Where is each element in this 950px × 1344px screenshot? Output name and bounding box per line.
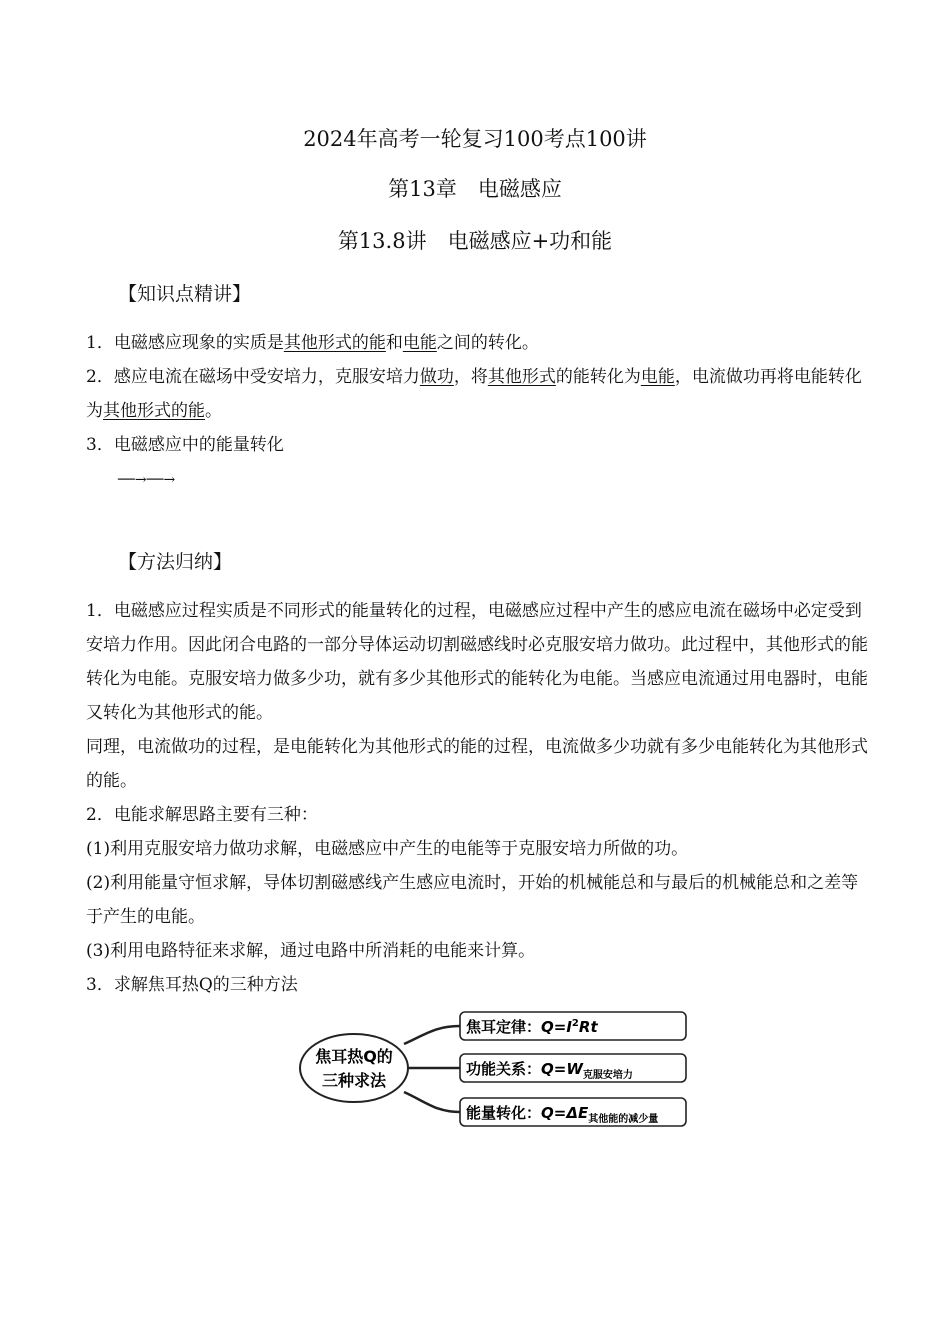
text-span: 。 <box>205 401 222 421</box>
underlined-term: 其他形式的能 <box>103 401 205 421</box>
method-heading: 【方法归纳】 <box>118 551 233 573</box>
center-label-line1: 焦耳热Q的 <box>315 1047 393 1066</box>
box1-text: 焦耳定律：$Q=I^2Rt$ <box>466 1018 598 1036</box>
method-paragraph-2: 同理，电流做功的过程，是电能转化为其他形式的能的过程，电流做多少功就有多少电能转化为其他形式的能。 <box>86 737 868 791</box>
method-item-2: (2)利用能量守恒求解，导体切割磁感线产生感应电流时，开始的机械能总和与最后的机械能总和之差等于产生的电能。 <box>86 873 859 927</box>
connector-bottom <box>404 1092 460 1112</box>
underlined-term: 其他形式 <box>487 367 556 387</box>
box2-text: 功能关系：$Q=W_{克服安培力}$ <box>466 1060 633 1081</box>
underlined-term: 其他形式的能 <box>283 333 386 353</box>
center-ellipse <box>300 1034 408 1102</box>
connector-top <box>404 1026 460 1044</box>
method-point-3: 3．求解焦耳热Q的三种方法 <box>86 975 298 995</box>
knowledge-point-1 <box>86 326 870 360</box>
joule-heat-methods-diagram <box>296 1006 696 1134</box>
method-point-2: 2．电能求解思路主要有三种： <box>86 805 318 825</box>
box3-text: 能量转化：$Q=\Delta E_{其他能的减少量}$ <box>466 1104 659 1125</box>
underlined-term: 电能 <box>402 333 437 353</box>
chapter-title: 第13章 电磁感应 <box>388 177 562 201</box>
text-span: 和 <box>385 333 403 353</box>
knowledge-point-3: 3．电磁感应中的能量转化 <box>86 435 284 455</box>
text-span: 的能转化为 <box>555 367 641 387</box>
doc-title: 2024年高考一轮复习100考点100讲 <box>303 127 647 151</box>
method-item-3: (3)利用电路特征来求解，通过电路中所消耗的电能来计算。 <box>86 941 536 961</box>
method-point-1: 1．电磁感应过程实质是不同形式的能量转化的过程，电磁感应过程中产生的感应电流在磁场中必定受到安培力作用。因此闭合电路的一部分导体运动切割磁感线时必克服安培力做功。此过程中，其他形式的能转化为电能。克服安培力做多少功，就有多少其他形式的能转化为电能。当感应电流通过用电器时，电能又转化为其他形式的能。 <box>86 601 868 723</box>
text-span: ，电流做功再将电能转化为 <box>86 367 862 421</box>
text-span: 之间的转化。 <box>436 333 539 353</box>
underlined-term: 做功 <box>419 367 454 387</box>
knowledge-heading: 【知识点精讲】 <box>118 283 252 305</box>
lecture-title: 第13.8讲 电磁感应+功和能 <box>337 229 613 253</box>
energy-conversion-arrows: ──→──→ <box>118 472 176 488</box>
knowledge-point-2 <box>86 360 870 428</box>
method-item-1: (1)利用克服安培力做功求解，电磁感应中产生的电能等于克服安培力所做的功。 <box>86 839 689 859</box>
text-span: 2．感应电流在磁场中受安培力，克服安培力 <box>86 367 420 387</box>
underlined-term: 电能 <box>640 367 675 387</box>
text-span: 1．电磁感应现象的实质是 <box>86 333 284 353</box>
text-span: ，将 <box>453 367 488 387</box>
center-label-line2: 三种求法 <box>321 1071 387 1090</box>
